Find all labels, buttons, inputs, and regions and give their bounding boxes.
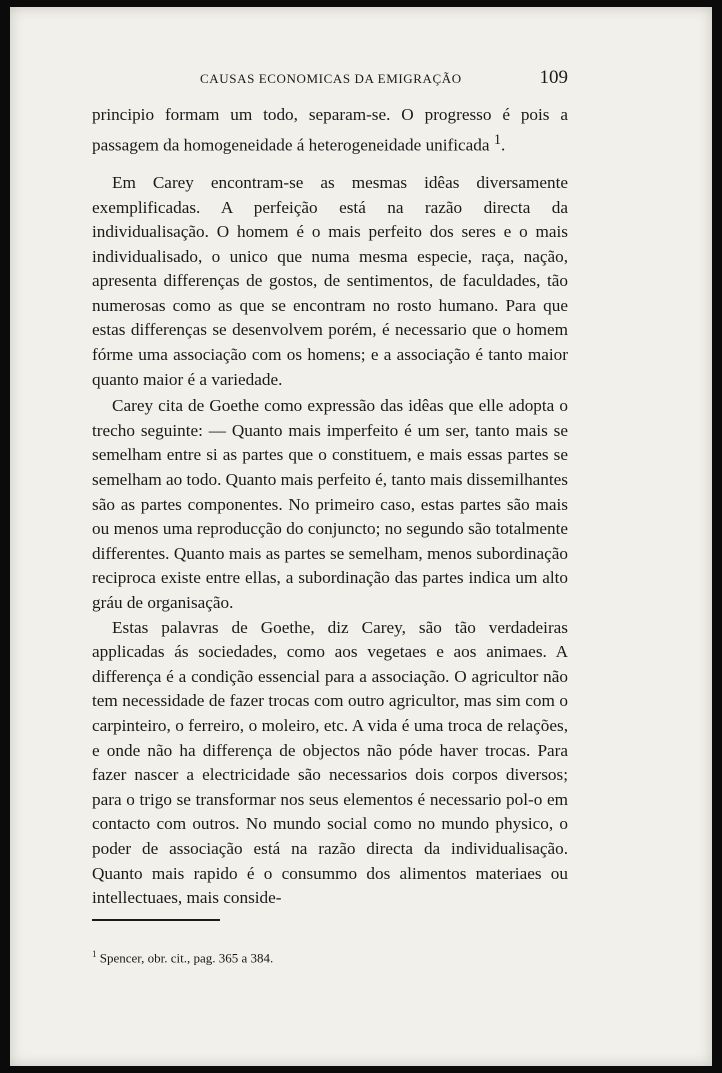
- page-content: [92, 57, 568, 966]
- paragraph-continued: principio formam um todo, separam-se. O progresso é pois a passagem da homogeneidade á heterogeneidade unificada $^1$.: [92, 105, 568, 155]
- paragraph-association: Estas palavras de Goethe, diz Carey, são tão verdadeiras applicadas ás sociedades, como aos vegetaes e aos animaes. A differença é a condição essencial para a associação. O agricultor não tem necessidade de fazer trocas com outro agricultor, mas sim com o carpinteiro, o ferreiro, o moleiro, etc. A vida é uma troca de relações, e onde não ha differença de objectos não póde haver trocas. Para fazer nascer a electricidade são necessarios dois corpos diversos; para o trigo se transformar nos seus elementos é necessario pol-o em contacto com outros. No mundo social como no mundo physico, o poder de associação está na razão directa da individualisação. Quanto mais rapido é o consummo dos alimentos materiaes ou intellectuaes, mais conside-: [92, 617, 568, 908]
- body-text: [92, 103, 568, 911]
- footnote: [92, 949, 273, 966]
- running-title: CAUSAS ECONOMICAS DA EMIGRAÇÃO: [200, 71, 462, 86]
- scanned-page: [10, 7, 712, 1066]
- running-header: [92, 57, 568, 91]
- footnote-reference: 1: [493, 131, 501, 148]
- footnote-marker: 1: [92, 949, 97, 959]
- footnote-rule: [92, 919, 220, 921]
- paragraph-carey: Em Carey encontram-se as mesmas idêas diversamente exemplificadas. A perfeição está na razão directa da individualisação. O homem é o mais perfeito dos seres e o mais individualisado, o unico que numa mesma especie, raça, nação, apresenta differenças de gostos, de sentimentos, de faculdades, tão numerosas como as que se encontram no rosto humano. Para que estas differenças se desenvolvem porém, é necessario que o homem fórme uma associação com os homens; e a associação é tanto maior quanto maior é a variedade.: [92, 172, 568, 389]
- page-number: 109: [539, 67, 568, 88]
- footnote-text: Spencer, obr. cit., pag. 365 a 384.: [99, 950, 274, 966]
- paragraph-goethe-quote: Carey cita de Goethe como expressão das idêas que elle adopta o trecho seguinte: — Quanto mais imperfeito é um ser, tanto mais se semelham entre si as partes que o constituem, e mais essas partes se semelham ao todo. Quanto mais perfeito é, tanto mais dissemilhantes são as partes componentes. No primeiro caso, estas partes são mais ou menos uma reproducção do conjuncto; no segundo são totalmente differentes. Quanto mais as partes se semelham, menos subordinação reciproca existe entre ellas, a subordinação das partes indica um alto gráu de organisação.: [92, 396, 568, 613]
